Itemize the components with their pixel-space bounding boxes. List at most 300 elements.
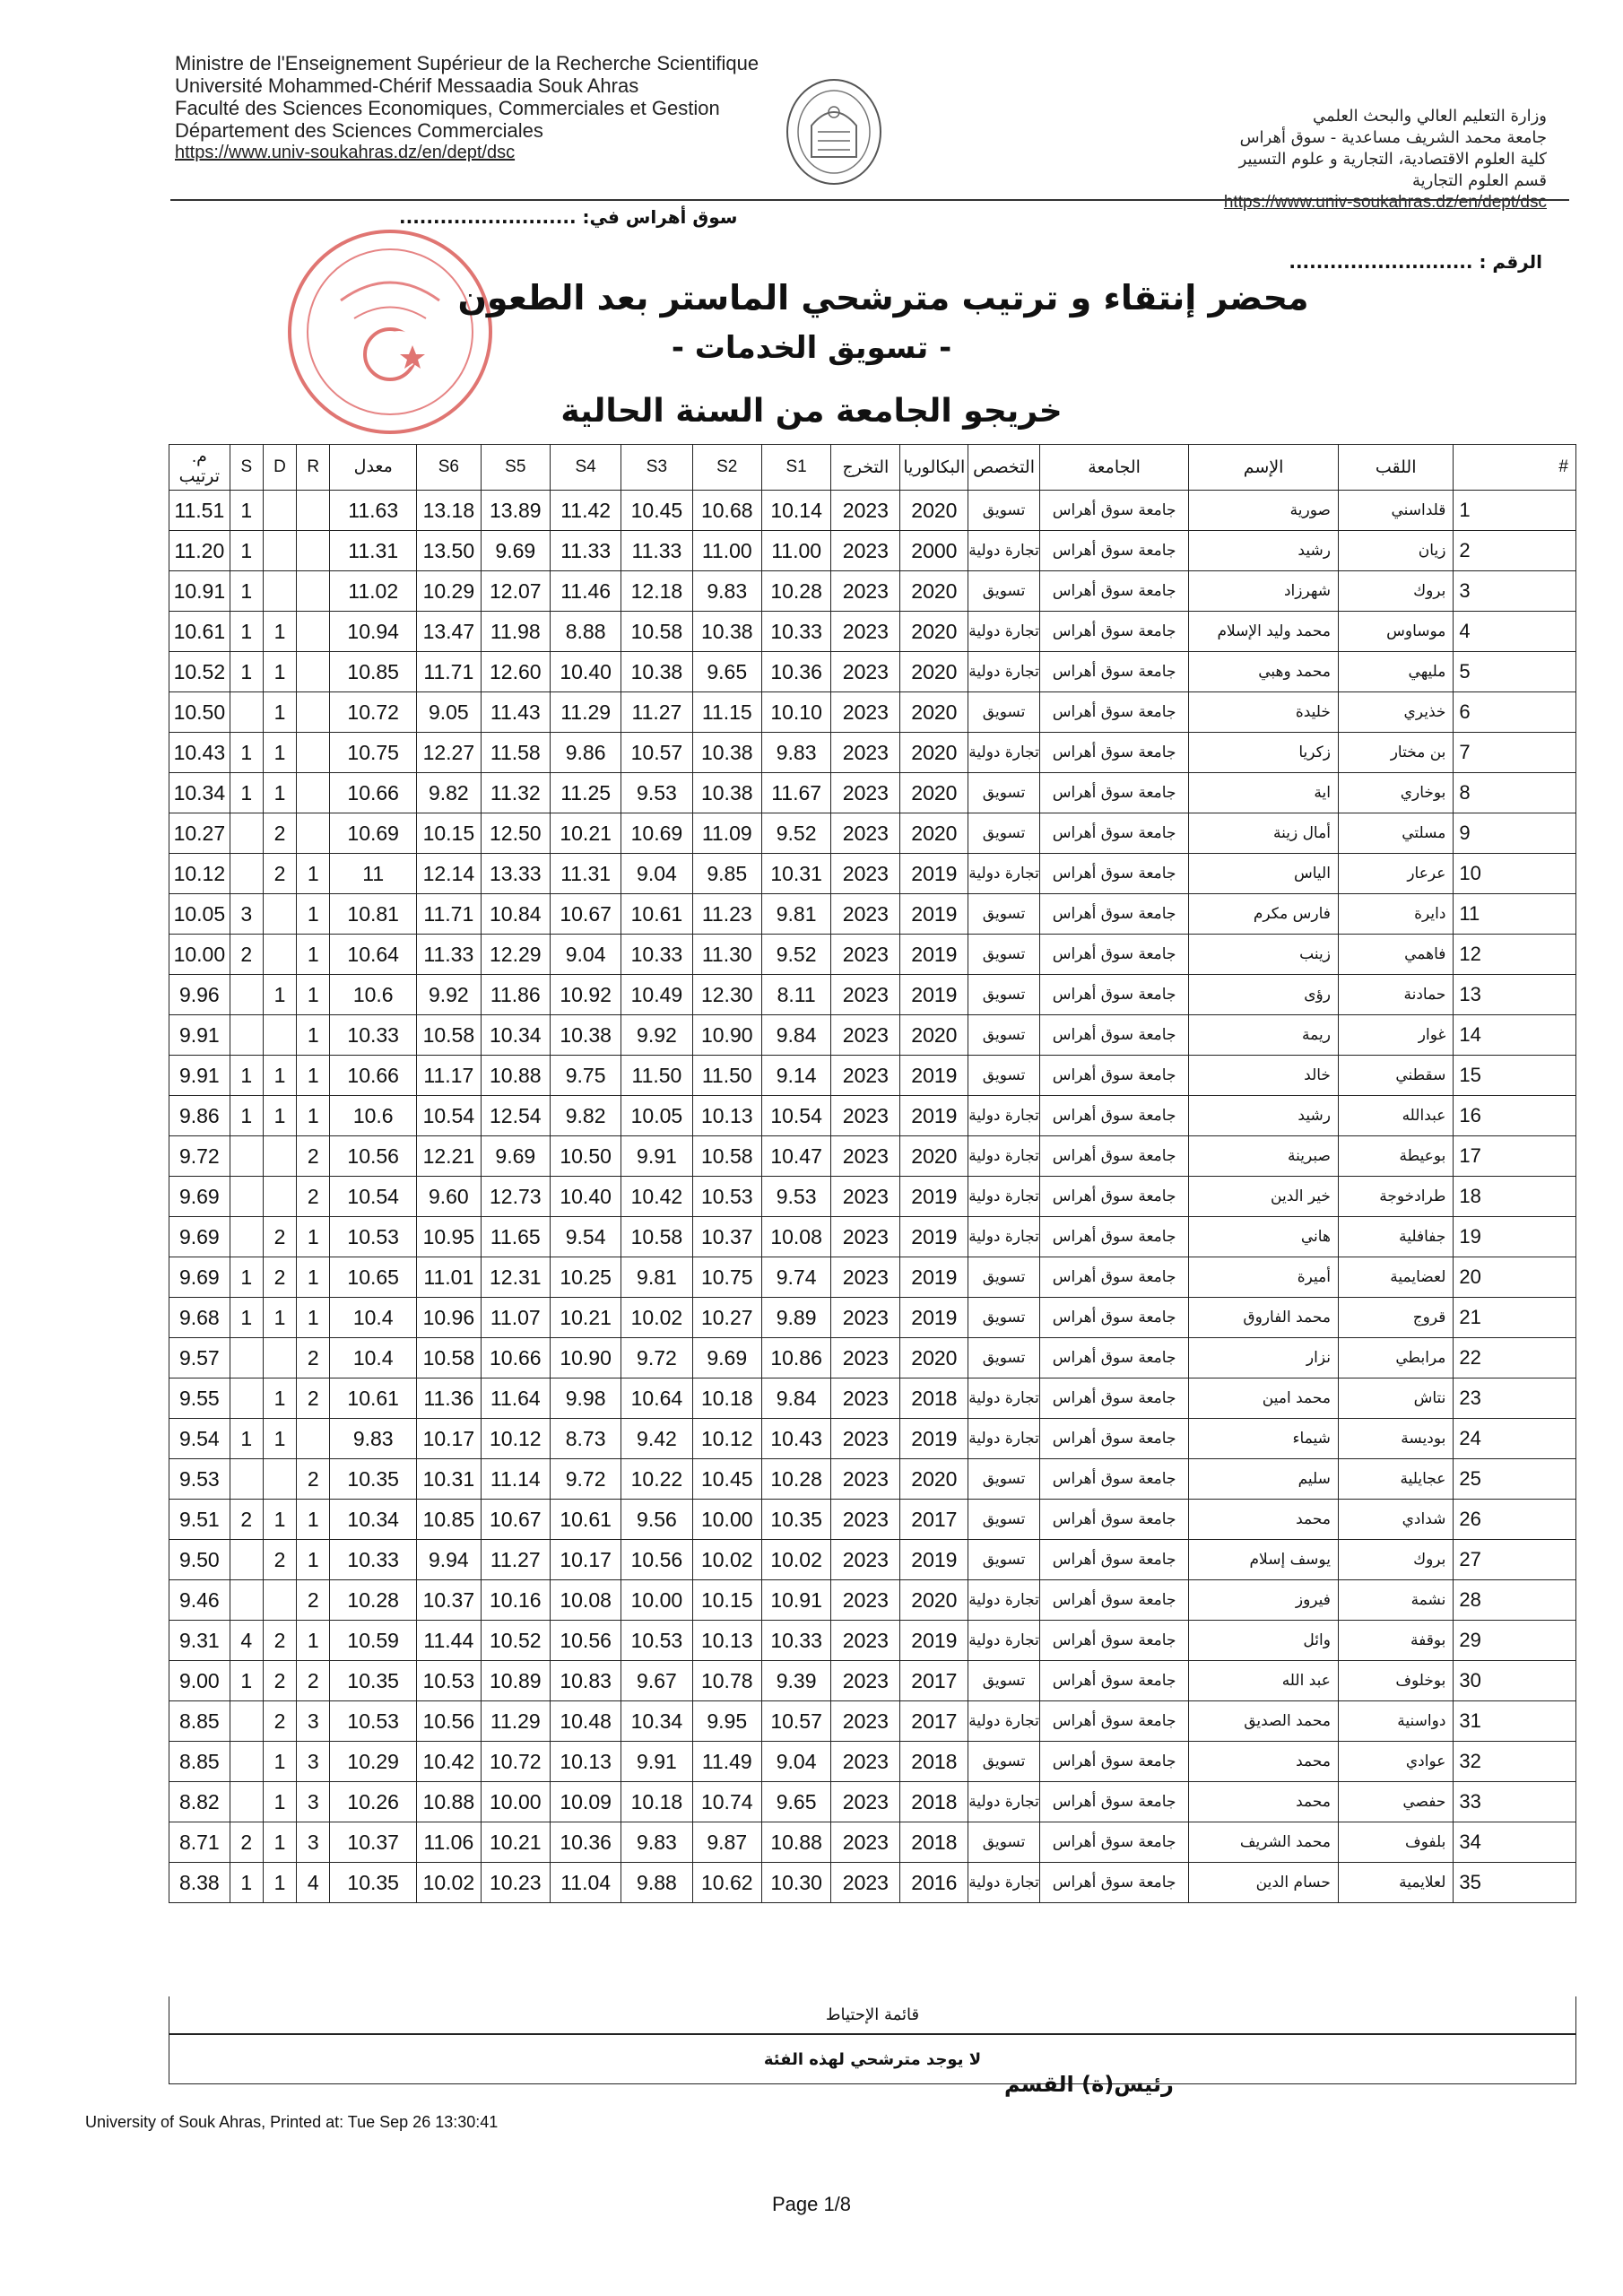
cell-n: 10	[1454, 854, 1576, 894]
cell-s6: 11.17	[417, 1056, 482, 1096]
cell-s: 1	[230, 1056, 263, 1096]
cell-grad: 2023	[831, 652, 900, 692]
col-header-rank: م. ترتيب	[169, 445, 230, 491]
cell-s3: 9.83	[621, 1822, 692, 1863]
cell-r: 1	[297, 1540, 330, 1580]
cell-spec: تسويق	[968, 1822, 1040, 1863]
cell-s6: 9.94	[417, 1540, 482, 1580]
cell-s1: 9.84	[761, 1378, 830, 1419]
table-row	[169, 1015, 1576, 1056]
cell-bac: 2000	[900, 531, 968, 571]
cell-grad: 2023	[831, 491, 900, 531]
cell-n: 32	[1454, 1742, 1576, 1782]
cell-rank: 8.82	[169, 1782, 230, 1822]
col-header-d: D	[263, 445, 296, 491]
cell-first: رشيد	[1189, 1096, 1339, 1136]
cell-first: شهرزاد	[1189, 571, 1339, 612]
cell-r: 1	[297, 1056, 330, 1096]
cell-avg: 10.35	[330, 1661, 417, 1701]
cell-s4: 10.21	[550, 1298, 621, 1338]
cell-bac: 2020	[900, 773, 968, 813]
cell-grad: 2023	[831, 894, 900, 935]
cell-d: 1	[263, 1863, 296, 1903]
cell-s1: 10.43	[761, 1419, 830, 1459]
header-ar-line: وزارة التعليم العالي والبحث العلمي	[1313, 107, 1547, 126]
cell-grad: 2023	[831, 1661, 900, 1701]
cell-s1: 10.33	[761, 612, 830, 652]
cell-d: 1	[263, 1742, 296, 1782]
cell-univ: جامعة سوق أهراس	[1039, 1782, 1188, 1822]
cell-s1: 9.52	[761, 935, 830, 975]
cell-s	[230, 1217, 263, 1257]
cell-n: 24	[1454, 1419, 1576, 1459]
cell-r: 2	[297, 1459, 330, 1500]
cell-s2: 10.75	[692, 1257, 761, 1298]
cell-s6: 11.44	[417, 1621, 482, 1661]
cell-s4: 10.40	[550, 652, 621, 692]
cell-r: 2	[297, 1338, 330, 1378]
col-header-university: الجامعة	[1039, 445, 1188, 491]
cell-s	[230, 1782, 263, 1822]
cell-s	[230, 1378, 263, 1419]
table-row	[169, 1217, 1576, 1257]
cell-s5: 11.98	[481, 612, 550, 652]
cell-first: شيماء	[1189, 1419, 1339, 1459]
cell-n: 14	[1454, 1015, 1576, 1056]
cell-grad: 2023	[831, 1056, 900, 1096]
cell-univ: جامعة سوق أهراس	[1039, 1459, 1188, 1500]
cell-s3: 10.38	[621, 652, 692, 692]
cell-rank: 10.00	[169, 935, 230, 975]
cell-spec: تسويق	[968, 1298, 1040, 1338]
cell-bac: 2017	[900, 1661, 968, 1701]
cell-rank: 11.51	[169, 491, 230, 531]
cell-r: 1	[297, 935, 330, 975]
cell-n: 23	[1454, 1378, 1576, 1419]
cell-spec: تسويق	[968, 491, 1040, 531]
cell-s6: 10.58	[417, 1338, 482, 1378]
cell-s: 2	[230, 1500, 263, 1540]
cell-s: 4	[230, 1621, 263, 1661]
cell-rank: 10.05	[169, 894, 230, 935]
cell-spec: تجارة دولية	[968, 1621, 1040, 1661]
cell-first: هاني	[1189, 1217, 1339, 1257]
table-row	[169, 854, 1576, 894]
cell-rank: 9.86	[169, 1096, 230, 1136]
cell-d	[263, 1459, 296, 1500]
university-emblem-icon	[780, 76, 888, 193]
cell-s: 1	[230, 1096, 263, 1136]
cell-grad: 2023	[831, 1015, 900, 1056]
cell-spec: تسويق	[968, 975, 1040, 1015]
table-row	[169, 1056, 1576, 1096]
cell-s	[230, 1742, 263, 1782]
cell-d: 2	[263, 1257, 296, 1298]
table-row	[169, 1459, 1576, 1500]
cell-s	[230, 1701, 263, 1742]
cell-rank: 9.31	[169, 1621, 230, 1661]
cell-grad: 2023	[831, 1621, 900, 1661]
cell-bac: 2018	[900, 1378, 968, 1419]
cell-spec: تجارة دولية	[968, 1782, 1040, 1822]
cell-s2: 10.58	[692, 1136, 761, 1177]
cell-univ: جامعة سوق أهراس	[1039, 1056, 1188, 1096]
cell-grad: 2023	[831, 854, 900, 894]
cell-avg: 10.61	[330, 1378, 417, 1419]
cell-rank: 9.91	[169, 1056, 230, 1096]
cell-s4: 10.56	[550, 1621, 621, 1661]
cell-d	[263, 531, 296, 571]
cell-last: نتاش	[1338, 1378, 1453, 1419]
cell-bac: 2019	[900, 1096, 968, 1136]
cell-univ: جامعة سوق أهراس	[1039, 773, 1188, 813]
cell-s4: 10.90	[550, 1338, 621, 1378]
cell-s1: 9.39	[761, 1661, 830, 1701]
cell-s4: 11.04	[550, 1863, 621, 1903]
cell-d: 2	[263, 1661, 296, 1701]
cell-s	[230, 1540, 263, 1580]
cell-avg: 9.83	[330, 1419, 417, 1459]
cell-spec: تجارة دولية	[968, 854, 1040, 894]
cell-grad: 2023	[831, 692, 900, 733]
cell-first: الياس	[1189, 854, 1339, 894]
cell-s5: 11.65	[481, 1217, 550, 1257]
cell-r: 1	[297, 1621, 330, 1661]
cell-s3: 10.45	[621, 491, 692, 531]
cell-s: 1	[230, 773, 263, 813]
cell-n: 17	[1454, 1136, 1576, 1177]
header-ar-url[interactable]: https://www.univ-soukahras.dz/en/dept/dsc	[1223, 193, 1547, 212]
cell-s2: 12.30	[692, 975, 761, 1015]
cell-avg: 10.65	[330, 1257, 417, 1298]
cell-n: 11	[1454, 894, 1576, 935]
cell-d: 1	[263, 773, 296, 813]
cell-avg: 10.53	[330, 1217, 417, 1257]
cell-univ: جامعة سوق أهراس	[1039, 1500, 1188, 1540]
cell-bac: 2020	[900, 1338, 968, 1378]
header-fr-line: Faculté des Sciences Economiques, Commerciales et Gestion	[175, 97, 720, 119]
header-ar-line: جامعة محمد الشريف مساعدية - سوق أهراس	[1239, 128, 1547, 147]
cell-rank: 10.52	[169, 652, 230, 692]
cell-s5: 11.43	[481, 692, 550, 733]
ranking-table	[169, 444, 1576, 1903]
cell-s5: 10.34	[481, 1015, 550, 1056]
cell-avg: 11.02	[330, 571, 417, 612]
cell-d: 1	[263, 1298, 296, 1338]
table-row	[169, 612, 1576, 652]
cell-s5: 10.67	[481, 1500, 550, 1540]
cell-grad: 2023	[831, 612, 900, 652]
cell-s1: 10.57	[761, 1701, 830, 1742]
table-row	[169, 1540, 1576, 1580]
cell-spec: تسويق	[968, 935, 1040, 975]
table-row	[169, 1822, 1576, 1863]
col-header-s4: S4	[550, 445, 621, 491]
cell-s6: 10.95	[417, 1217, 482, 1257]
cell-s3: 9.42	[621, 1419, 692, 1459]
table-row	[169, 1096, 1576, 1136]
cell-s2: 10.45	[692, 1459, 761, 1500]
cell-grad: 2023	[831, 1701, 900, 1742]
header-fr-line: Ministre de l'Enseignement Supérieur de la Recherche Scientifique	[175, 52, 759, 74]
cell-r: 2	[297, 1661, 330, 1701]
cell-rank: 9.68	[169, 1298, 230, 1338]
cell-univ: جامعة سوق أهراس	[1039, 491, 1188, 531]
cell-d: 1	[263, 692, 296, 733]
cell-avg: 10.28	[330, 1580, 417, 1621]
cell-grad: 2023	[831, 1580, 900, 1621]
cell-spec: تسويق	[968, 1338, 1040, 1378]
cell-s3: 9.56	[621, 1500, 692, 1540]
cell-s3: 9.91	[621, 1136, 692, 1177]
cell-d	[263, 1177, 296, 1217]
cell-s4: 10.40	[550, 1177, 621, 1217]
cell-s2: 11.30	[692, 935, 761, 975]
cell-r: 1	[297, 1298, 330, 1338]
cell-s3: 10.18	[621, 1782, 692, 1822]
cell-s3: 9.92	[621, 1015, 692, 1056]
cell-spec: تجارة دولية	[968, 531, 1040, 571]
cell-s	[230, 1015, 263, 1056]
table-row	[169, 1378, 1576, 1419]
cell-s4: 10.17	[550, 1540, 621, 1580]
col-header-s1: S1	[761, 445, 830, 491]
cell-avg: 10.6	[330, 1096, 417, 1136]
cell-bac: 2019	[900, 1621, 968, 1661]
cell-bac: 2018	[900, 1742, 968, 1782]
cell-r	[297, 692, 330, 733]
cell-r: 3	[297, 1822, 330, 1863]
table-row	[169, 531, 1576, 571]
cell-grad: 2023	[831, 1257, 900, 1298]
cell-rank: 9.96	[169, 975, 230, 1015]
cell-s4: 9.04	[550, 935, 621, 975]
cell-grad: 2023	[831, 1782, 900, 1822]
cell-s: 1	[230, 1257, 263, 1298]
cell-grad: 2023	[831, 1217, 900, 1257]
cell-n: 29	[1454, 1621, 1576, 1661]
table-header-row	[169, 445, 1576, 491]
cell-grad: 2023	[831, 813, 900, 854]
cell-d	[263, 1136, 296, 1177]
cell-s6: 13.50	[417, 531, 482, 571]
cell-s4: 10.48	[550, 1701, 621, 1742]
cell-rank: 10.50	[169, 692, 230, 733]
cell-r: 1	[297, 894, 330, 935]
cell-s4: 11.31	[550, 854, 621, 894]
cell-s: 1	[230, 491, 263, 531]
cell-s6: 10.29	[417, 571, 482, 612]
cell-s2: 9.95	[692, 1701, 761, 1742]
cell-s1: 10.88	[761, 1822, 830, 1863]
cell-r	[297, 612, 330, 652]
cell-bac: 2019	[900, 1257, 968, 1298]
cell-grad: 2023	[831, 1863, 900, 1903]
cell-s1: 10.54	[761, 1096, 830, 1136]
cell-r	[297, 571, 330, 612]
cell-grad: 2023	[831, 1378, 900, 1419]
cell-s1: 10.35	[761, 1500, 830, 1540]
cell-s5: 11.32	[481, 773, 550, 813]
cell-d: 2	[263, 1217, 296, 1257]
cell-last: مليهي	[1338, 652, 1453, 692]
cell-s3: 9.88	[621, 1863, 692, 1903]
cell-univ: جامعة سوق أهراس	[1039, 1298, 1188, 1338]
cell-r: 1	[297, 1015, 330, 1056]
cell-s: 1	[230, 1661, 263, 1701]
cell-s1: 9.89	[761, 1298, 830, 1338]
cell-last: قلداسني	[1338, 491, 1453, 531]
cell-s: 1	[230, 1298, 263, 1338]
cell-s6: 10.15	[417, 813, 482, 854]
cell-r	[297, 813, 330, 854]
cell-r: 3	[297, 1782, 330, 1822]
cell-s	[230, 854, 263, 894]
category-title: خريجو الجامعة من السنة الحالية	[560, 393, 1063, 430]
cell-last: بلفوف	[1338, 1822, 1453, 1863]
cell-grad: 2023	[831, 935, 900, 975]
cell-grad: 2023	[831, 1459, 900, 1500]
cell-s2: 9.65	[692, 652, 761, 692]
cell-s2: 9.85	[692, 854, 761, 894]
cell-last: موساوس	[1338, 612, 1453, 652]
cell-s6: 9.60	[417, 1177, 482, 1217]
cell-d: 2	[263, 854, 296, 894]
cell-s6: 10.88	[417, 1782, 482, 1822]
cell-rank: 10.34	[169, 773, 230, 813]
cell-s2: 10.12	[692, 1419, 761, 1459]
cell-r: 2	[297, 1177, 330, 1217]
cell-s2: 10.13	[692, 1621, 761, 1661]
cell-avg: 10.34	[330, 1500, 417, 1540]
table-row	[169, 733, 1576, 773]
cell-univ: جامعة سوق أهراس	[1039, 733, 1188, 773]
cell-d	[263, 894, 296, 935]
cell-s5: 10.21	[481, 1822, 550, 1863]
cell-spec: تجارة دولية	[968, 652, 1040, 692]
cell-last: بروك	[1338, 1540, 1453, 1580]
table-row	[169, 1661, 1576, 1701]
cell-rank: 9.54	[169, 1419, 230, 1459]
cell-n: 26	[1454, 1500, 1576, 1540]
cell-d	[263, 571, 296, 612]
table-row	[169, 894, 1576, 935]
table-row	[169, 773, 1576, 813]
cell-last: بوديسة	[1338, 1419, 1453, 1459]
cell-last: لعضايمية	[1338, 1257, 1453, 1298]
cell-s2: 10.00	[692, 1500, 761, 1540]
cell-n: 22	[1454, 1338, 1576, 1378]
cell-s1: 10.33	[761, 1621, 830, 1661]
cell-univ: جامعة سوق أهراس	[1039, 854, 1188, 894]
cell-first: فارس مكرم	[1189, 894, 1339, 935]
cell-bac: 2020	[900, 1459, 968, 1500]
cell-s4: 10.36	[550, 1822, 621, 1863]
cell-last: شدادي	[1338, 1500, 1453, 1540]
cell-n: 18	[1454, 1177, 1576, 1217]
cell-s6: 11.36	[417, 1378, 482, 1419]
cell-last: غوار	[1338, 1015, 1453, 1056]
cell-rank: 11.20	[169, 531, 230, 571]
cell-spec: تجارة دولية	[968, 1701, 1040, 1742]
cell-bac: 2019	[900, 1217, 968, 1257]
cell-avg: 10.59	[330, 1621, 417, 1661]
cell-first: اية	[1189, 773, 1339, 813]
cell-s	[230, 1338, 263, 1378]
cell-s5: 11.14	[481, 1459, 550, 1500]
cell-first: حسام الدين	[1189, 1863, 1339, 1903]
cell-s: 2	[230, 1822, 263, 1863]
cell-s1: 10.91	[761, 1580, 830, 1621]
cell-n: 9	[1454, 813, 1576, 854]
header-arabic	[1224, 106, 1547, 213]
cell-avg: 10.26	[330, 1782, 417, 1822]
cell-d	[263, 1015, 296, 1056]
cell-n: 31	[1454, 1701, 1576, 1742]
cell-rank: 9.51	[169, 1500, 230, 1540]
cell-grad: 2023	[831, 773, 900, 813]
cell-avg: 11	[330, 854, 417, 894]
cell-univ: جامعة سوق أهراس	[1039, 1661, 1188, 1701]
cell-s5: 10.16	[481, 1580, 550, 1621]
cell-s3: 10.00	[621, 1580, 692, 1621]
head-of-department-signature: رئيس(ة) القسم	[1004, 2072, 1174, 2097]
cell-s3: 11.27	[621, 692, 692, 733]
cell-spec: تجارة دولية	[968, 1580, 1040, 1621]
cell-s4: 11.29	[550, 692, 621, 733]
cell-last: عوادي	[1338, 1742, 1453, 1782]
cell-rank: 8.85	[169, 1742, 230, 1782]
cell-s3: 9.67	[621, 1661, 692, 1701]
table-row	[169, 1136, 1576, 1177]
cell-s2: 10.53	[692, 1177, 761, 1217]
cell-s4: 11.42	[550, 491, 621, 531]
cell-rank: 8.38	[169, 1863, 230, 1903]
cell-first: محمد امين	[1189, 1378, 1339, 1419]
cell-avg: 10.33	[330, 1015, 417, 1056]
cell-first: فيروز	[1189, 1580, 1339, 1621]
cell-s1: 9.52	[761, 813, 830, 854]
cell-univ: جامعة سوق أهراس	[1039, 1419, 1188, 1459]
cell-r: 3	[297, 1742, 330, 1782]
cell-bac: 2020	[900, 571, 968, 612]
cell-last: مسلتي	[1338, 813, 1453, 854]
cell-avg: 11.63	[330, 491, 417, 531]
cell-s4: 9.82	[550, 1096, 621, 1136]
cell-first: زينب	[1189, 935, 1339, 975]
cell-bac: 2019	[900, 1298, 968, 1338]
cell-s: 1	[230, 1863, 263, 1903]
cell-s1: 9.74	[761, 1257, 830, 1298]
cell-grad: 2023	[831, 733, 900, 773]
table-row	[169, 1298, 1576, 1338]
cell-r: 1	[297, 1217, 330, 1257]
header-fr-url[interactable]: https://www.univ-soukahras.dz/en/dept/dsc	[175, 143, 516, 162]
cell-s1: 11.00	[761, 531, 830, 571]
cell-s3: 9.81	[621, 1257, 692, 1298]
cell-s6: 10.37	[417, 1580, 482, 1621]
cell-s4: 10.38	[550, 1015, 621, 1056]
cell-last: دواسنية	[1338, 1701, 1453, 1742]
cell-bac: 2017	[900, 1500, 968, 1540]
cell-first: نزار	[1189, 1338, 1339, 1378]
cell-univ: جامعة سوق أهراس	[1039, 1580, 1188, 1621]
cell-rank: 10.27	[169, 813, 230, 854]
cell-s3: 10.69	[621, 813, 692, 854]
ranking-table-body	[169, 445, 1576, 1903]
cell-spec: تسويق	[968, 773, 1040, 813]
cell-univ: جامعة سوق أهراس	[1039, 1136, 1188, 1177]
